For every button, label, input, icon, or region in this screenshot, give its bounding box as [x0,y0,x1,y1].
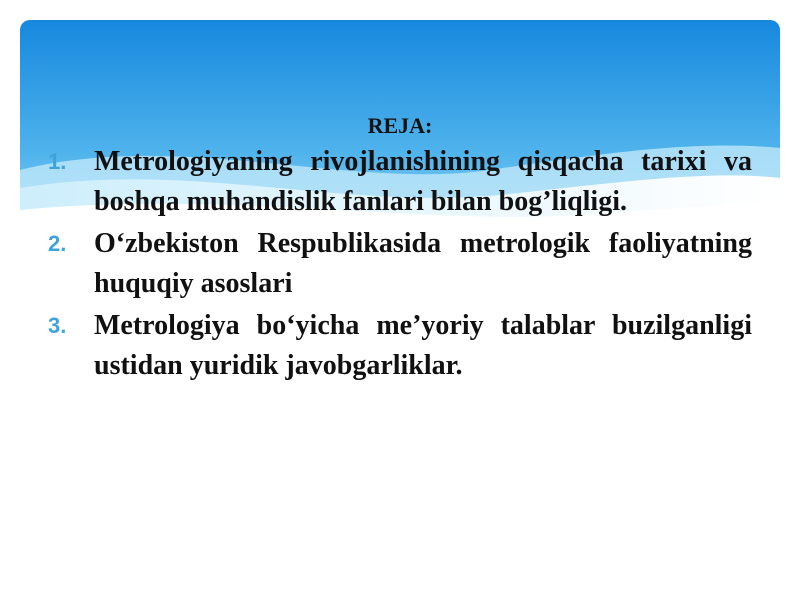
list-item [48,142,752,222]
slide-title: REJA: [367,113,433,138]
list-item-number: 2. [48,231,67,256]
list-item-number: 1. [48,149,67,174]
list-item [48,306,752,386]
list-item-number: 3. [48,313,67,338]
slide-content [48,112,752,388]
list-item-text: O‘zbekiston Respublikasida metrologik faoliyatning huquqiy asoslari [94,228,752,299]
plan-list [48,142,752,386]
list-item-text: Metrologiya bo‘yicha me’yoriy talablar buzilganligi ustidan yuridik javobgarliklar. [94,310,752,381]
list-item-text: Metrologiyaning rivojlanishining qisqacha tarixi va boshqa muhandislik fanlari bilan bog’liqligi. [94,146,752,217]
list-item [48,224,752,304]
